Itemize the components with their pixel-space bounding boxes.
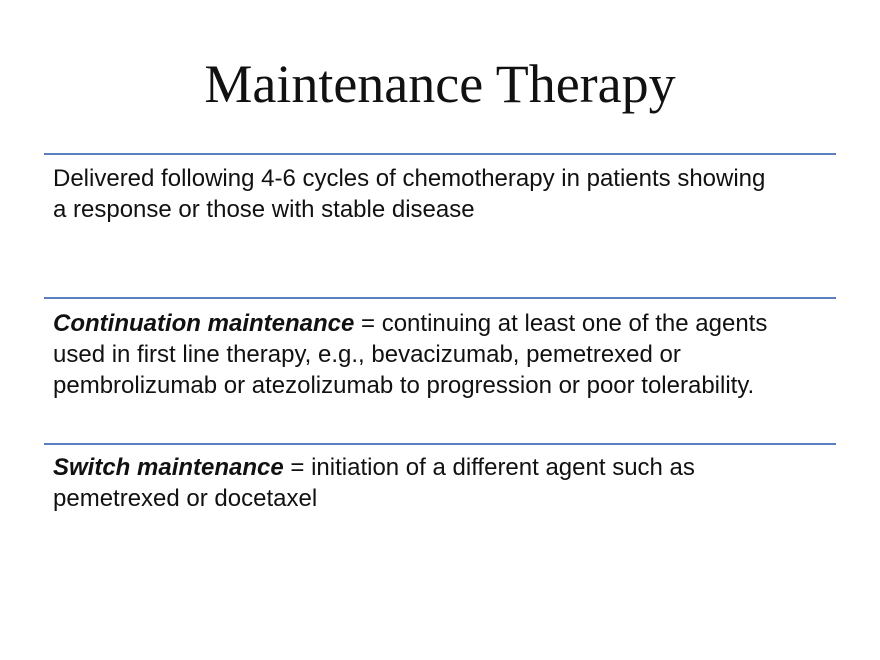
continuation-line-2: used in first line therapy, e.g., bevacizumab, pemetrexed or	[53, 341, 681, 368]
continuation-line-1	[53, 308, 843, 339]
section-delivery	[53, 163, 843, 225]
switch-line-2: pemetrexed or docetaxel	[53, 485, 318, 512]
switch-line-1	[53, 452, 843, 483]
switch-definition-start: = initiation of a different agent such as	[283, 454, 695, 481]
divider-3	[44, 443, 836, 445]
divider-1	[44, 153, 836, 155]
section-switch-maintenance	[53, 452, 843, 514]
section-delivery-line-1: Delivered following 4-6 cycles of chemotherapy in patients showing	[53, 165, 766, 192]
divider-2	[44, 297, 836, 299]
section-delivery-line-2: a response or those with stable disease	[53, 196, 475, 223]
slide-title: Maintenance Therapy	[204, 54, 676, 114]
section-continuation-maintenance	[53, 308, 843, 401]
continuation-definition-start: = continuing at least one of the agents	[354, 310, 768, 337]
continuation-line-3: pembrolizumab or atezolizumab to progression or poor tolerability.	[53, 372, 755, 399]
switch-term: Switch maintenance	[53, 454, 284, 481]
continuation-term: Continuation maintenance	[53, 310, 355, 337]
